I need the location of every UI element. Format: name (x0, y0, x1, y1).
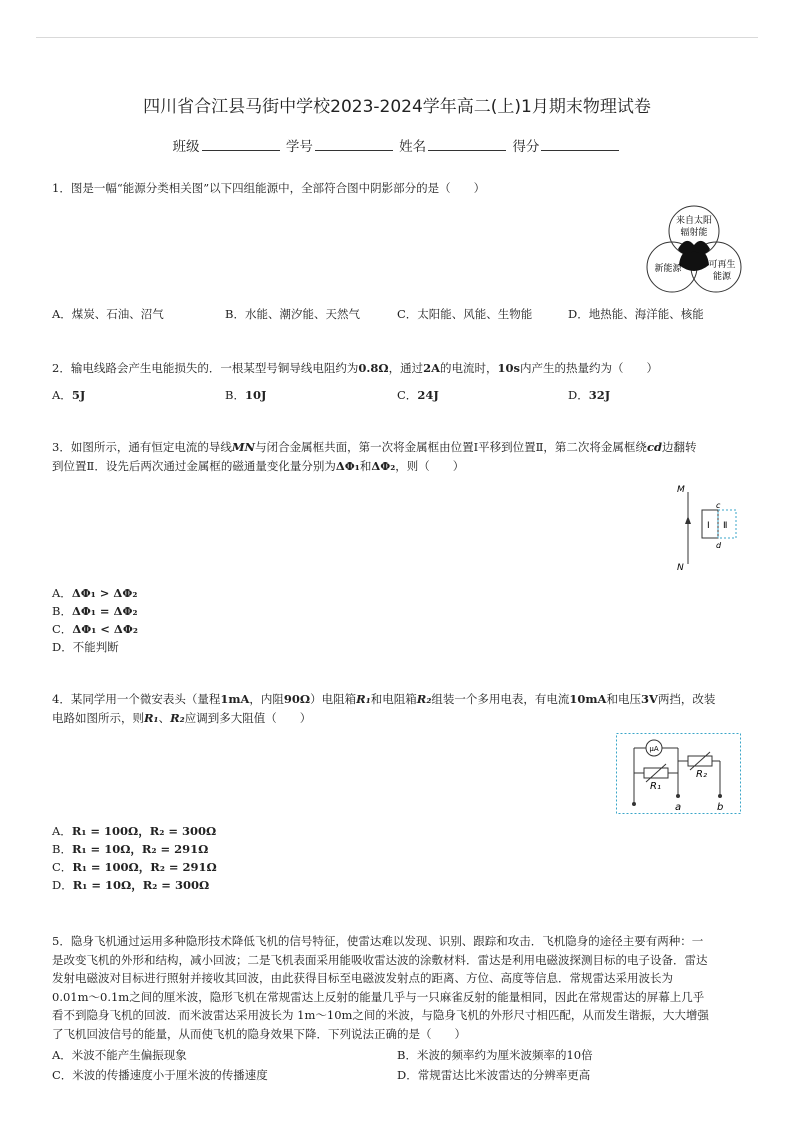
class-label: 班级 (172, 139, 200, 155)
q4-option-d[interactable]: D．R₁ = 10Ω，R₂ = 300Ω (52, 878, 210, 892)
q5-option-a[interactable]: A．米波不能产生偏振现象 (52, 1048, 187, 1062)
q2-option-b[interactable]: B．10J (225, 388, 267, 402)
page-title: 四川省合江县马街中学校2023-2024学年高二(上)1月期末物理试卷 (143, 97, 651, 117)
label-c: c (716, 501, 721, 510)
q5-option-d[interactable]: D．常规雷达比米波雷达的分辨率更高 (397, 1068, 591, 1082)
name-blank[interactable] (428, 138, 506, 151)
id-label: 学号 (285, 139, 313, 155)
r2-label: R₂ (696, 769, 707, 780)
terminal-b-label: b (717, 802, 724, 813)
terminal-a-label: a (675, 802, 682, 813)
q2-option-c[interactable]: C．24J (397, 388, 439, 402)
q1-option-c[interactable]: C．太阳能、风能、生物能 (397, 307, 533, 321)
name-label: 姓名 (399, 139, 427, 155)
q3-option-b[interactable]: B．ΔΦ₁ = ΔΦ₂ (52, 604, 138, 618)
id-blank[interactable] (315, 138, 393, 151)
venn-top-label-2: 辐射能 (680, 228, 708, 238)
label-position-2: Ⅱ (723, 521, 728, 531)
q1-option-d[interactable]: D．地热能、海洋能、核能 (568, 307, 704, 321)
q1-option-b[interactable]: B．水能、潮汐能、天然气 (225, 307, 360, 321)
label-m: M (677, 485, 685, 495)
q4-option-c[interactable]: C．R₁ = 100Ω，R₂ = 291Ω (52, 860, 217, 874)
score-label: 得分 (512, 139, 540, 155)
class-blank[interactable] (202, 138, 280, 151)
q3-option-c[interactable]: C．ΔΦ₁ < ΔΦ₂ (52, 622, 138, 636)
venn-diagram (644, 205, 744, 297)
q2-option-a[interactable]: A．5J (52, 388, 86, 402)
q3-option-d[interactable]: D．不能判断 (52, 640, 119, 654)
venn-top-label-1: 来自太阳 (675, 216, 713, 226)
q5-option-b[interactable]: B．米波的频率约为厘米波频率的10倍 (397, 1048, 593, 1062)
header-rule (36, 37, 758, 38)
question-5-stem: 5．隐身飞机通过运用多种隐形技术降低飞机的信号特征，使雷达难以发现、识别、跟踪和攻击．飞机隐身的途径主要有两种：一 是改变飞机的外形和结构，减小回波；二是飞机表面采用能吸收雷达波的涂敷材料．雷达是利用电磁波探测目标的电子设备．雷达 发射电磁波对目标进行照射并接收其回波，由此获得目标至电磁波发射点的距离、方位、高度等信息．常规雷达采用波长为 0.01m～0.1m之间的厘米波，隐形飞机在常规雷达上反射的能量几乎与一只麻雀反射的能量相同，因此在常规雷达的屏幕上几乎 看不到隐身飞机的回波．而米波雷达采用波长为 1m～10m之间的米波，与隐身飞机的外形尺寸相匹配，从而发生谐振，大大增强 了飞机回波信号的能量，从而使飞机的隐身效果下降．下列说法正确的是（ ） (52, 934, 709, 1041)
q1-option-a[interactable]: A．煤炭、石油、沼气 (52, 307, 164, 321)
q5-option-c[interactable]: C．米波的传播速度小于厘米波的传播速度 (52, 1068, 268, 1082)
q3-option-a[interactable]: A．ΔΦ₁ > ΔΦ₂ (52, 586, 138, 600)
question-3-stem: 3．如图所示，通有恒定电流的导线MN与闭合金属框共面，第一次将金属框由位置Ⅰ平移到位置Ⅱ，第二次将金属框绕cd边翻转 到位置Ⅱ．设先后两次通过金属框的磁通量变化量分别为ΔΦ₁和ΔΦ₂，则（ ） (52, 440, 697, 473)
multimeter-circuit-diagram (616, 733, 742, 815)
venn-right-label-2: 能源 (712, 272, 732, 282)
venn-left-label: 新能源 (654, 264, 682, 274)
q2-option-d[interactable]: D．32J (568, 388, 611, 402)
score-blank[interactable] (541, 138, 619, 151)
question-2-stem: 2．输电线路会产生电能损失的．一根某型号铜导线电阻约为0.8Ω，通过2A的电流时，10s内产生的热量约为（ ） (52, 361, 658, 375)
label-d: d (716, 541, 722, 550)
student-info-line (0, 135, 794, 155)
venn-right-label-1: 可再生 (708, 260, 736, 270)
microammeter-label: μA (649, 745, 659, 753)
q4-option-a[interactable]: A．R₁ = 100Ω，R₂ = 300Ω (52, 824, 217, 838)
wire-frame-diagram (672, 480, 746, 576)
label-n: N (677, 563, 684, 573)
question-1-stem: 1．图是一幅“能源分类相关图”以下四组能源中，全部符合图中阴影部分的是（ ） (52, 181, 486, 195)
label-position-1: Ⅰ (707, 521, 710, 531)
question-4-stem: 4．某同学用一个微安表头（量程1mA，内阻90Ω）电阻箱R₁和电阻箱R₂组装一个多用电表，有电流10mA和电压3V两挡，改装 电路如图所示，则R₁、R₂应调到多大阻值（ ） (52, 692, 716, 725)
r1-label: R₁ (650, 781, 661, 792)
q4-option-b[interactable]: B．R₁ = 10Ω，R₂ = 291Ω (52, 842, 209, 856)
